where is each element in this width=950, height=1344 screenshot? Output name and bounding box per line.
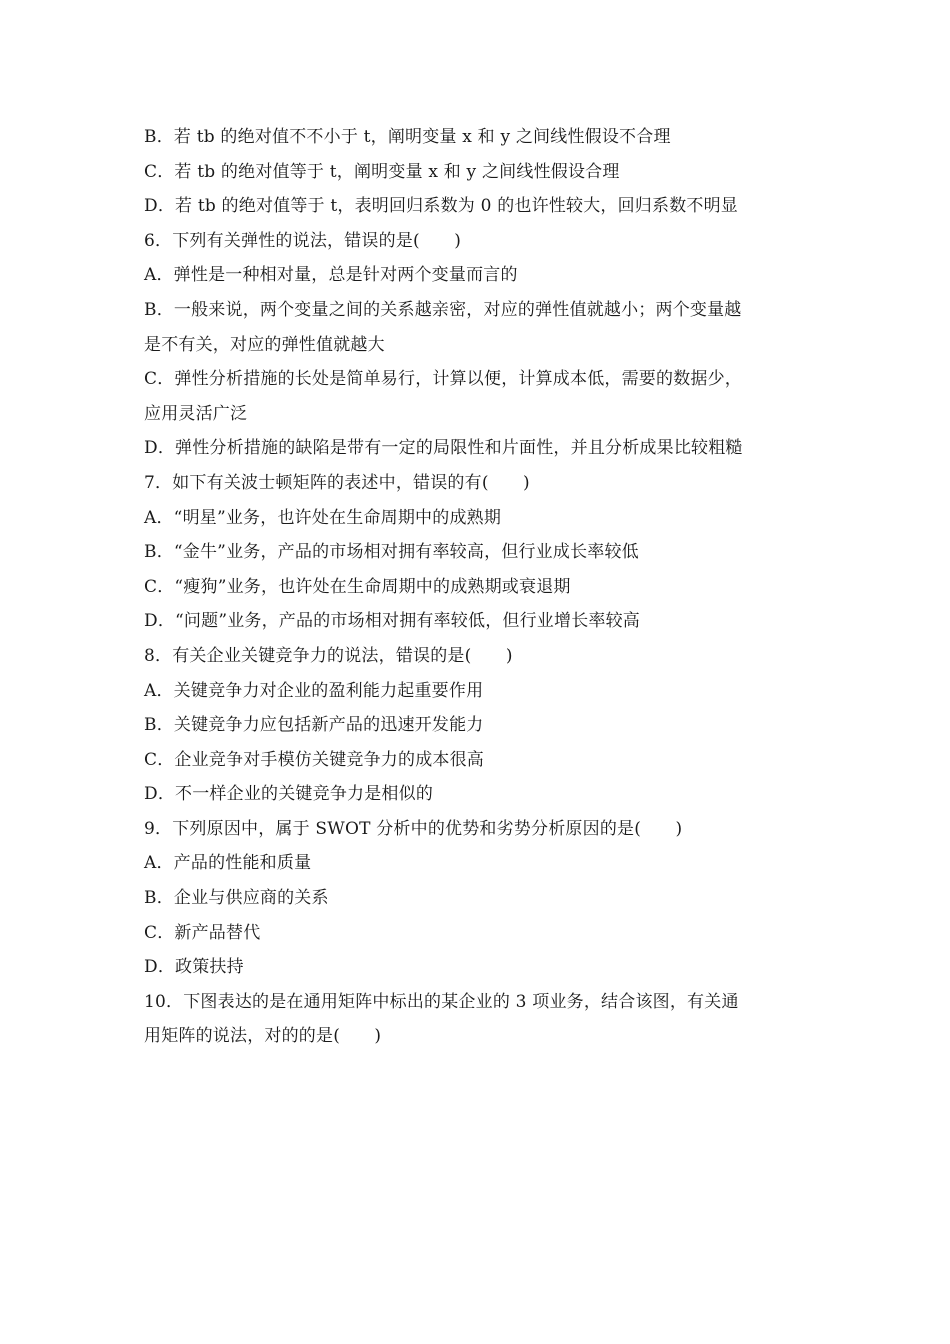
q6-option-c-line1: C．弹性分析措施的长处是简单易行，计算以便，计算成本低，需要的数据少， <box>144 369 743 390</box>
q7-option-b: B．“金牛”业务，产品的市场相对拥有率较高，但行业成长率较低 <box>144 542 639 563</box>
q6-option-b-line2: 是不有关，对应的弹性值就越大 <box>144 334 385 355</box>
q9-option-c: C．新产品替代 <box>144 922 261 943</box>
q5-option-d: D．若 tb 的绝对值等于 t，表明回归系数为 0 的也许性较大，回归系数不明显 <box>144 196 739 217</box>
q7-question: 7．如下有关波士顿矩阵的表述中，错误的有( ) <box>144 472 530 493</box>
q6-option-d: D．弹性分析措施的缺陷是带有一定的局限性和片面性，并且分析成果比较粗糙 <box>144 438 743 459</box>
q10-question-line2: 用矩阵的说法，对的的是( ) <box>144 1026 382 1047</box>
q8-option-b: B．关键竞争力应包括新产品的迅速开发能力 <box>144 715 484 736</box>
q7-option-d: D．“问题”业务，产品的市场相对拥有率较低，但行业增长率较高 <box>144 611 641 632</box>
q6-option-b-line1: B．一般来说，两个变量之间的关系越亲密，对应的弹性值就越小；两个变量越 <box>144 299 742 320</box>
q8-question: 8．有关企业关键竞争力的说法，错误的是( ) <box>144 645 513 666</box>
q7-option-a: A．“明星”业务，也许处在生命周期中的成熟期 <box>144 507 502 528</box>
q7-option-c: C．“瘦狗”业务，也许处在生命周期中的成熟期或衰退期 <box>144 576 571 597</box>
q5-option-b: B．若 tb 的绝对值不不小于 t，阐明变量 x 和 y 之间线性假设不合理 <box>144 127 671 147</box>
q10-question-line1: 10．下图表达的是在通用矩阵中标出的某企业的 3 项业务，结合该图，有关通 <box>144 991 739 1012</box>
document-body <box>144 120 824 1054</box>
q8-option-c: C．企业竞争对手模仿关键竞争力的成本很高 <box>144 749 485 770</box>
q9-option-b: B．企业与供应商的关系 <box>144 888 329 909</box>
q6-option-c-line2: 应用灵活广泛 <box>144 403 248 424</box>
q6-option-a: A．弹性是一种相对量，总是针对两个变量而言的 <box>144 265 518 286</box>
q6-question: 6．下列有关弹性的说法，错误的是( ) <box>144 230 462 251</box>
q9-option-a: A．产品的性能和质量 <box>144 853 312 874</box>
q9-question: 9．下列原因中，属于 SWOT 分析中的优势和劣势分析原因的是( ) <box>144 818 683 839</box>
q5-option-c: C．若 tb 的绝对值等于 t，阐明变量 x 和 y 之间线性假设合理 <box>144 161 620 182</box>
q8-option-d: D．不一样企业的关键竞争力是相似的 <box>144 784 434 805</box>
q8-option-a: A．关键竞争力对企业的盈利能力起重要作用 <box>144 680 484 701</box>
q9-option-d: D．政策扶持 <box>144 957 244 978</box>
